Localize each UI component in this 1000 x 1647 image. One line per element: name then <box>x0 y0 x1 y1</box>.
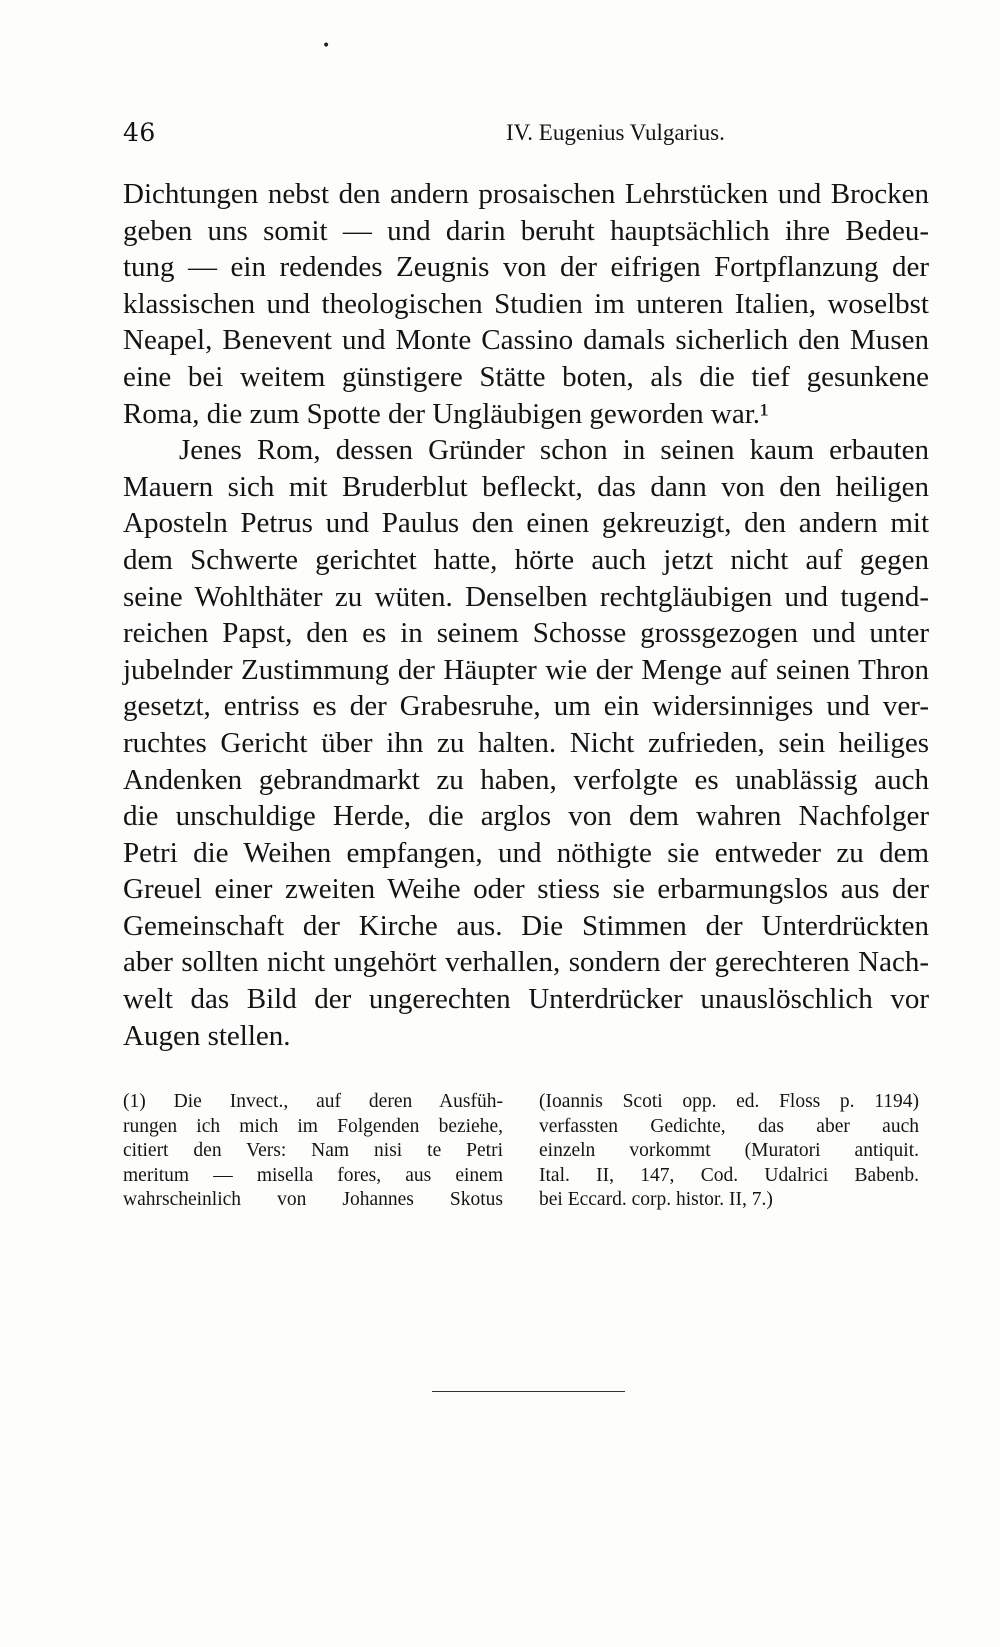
text-line: Gemeinschaft der Kirche aus. Die Stimmen der Unterdrückten <box>123 909 929 942</box>
footnote-line: Ital. II, 147, Cod. Udalrici Babenb. <box>539 1164 919 1186</box>
text-line: Petri die Weihen empfangen, und nöthigte sie entweder zu dem <box>123 836 929 869</box>
footnote-line: (Ioannis Scoti opp. ed. Floss p. 1194) <box>539 1091 919 1112</box>
body-text <box>123 176 929 1054</box>
text-line: Dichtungen nebst den andern prosaischen Lehrstücken und Brocken <box>123 178 929 210</box>
text-line: klassischen und theologischen Studien im unteren Italien, woselbst <box>123 287 929 320</box>
section-rule <box>432 1391 625 1392</box>
print-mark: • <box>322 38 331 54</box>
text-line: gesetzt, entriss es der Grabesruhe, um ein widersinniges und ver- <box>123 690 929 723</box>
footnote-line: bei Eccard. corp. histor. II, 7.) <box>539 1189 773 1210</box>
text-line: ruchtes Gericht über ihn zu halten. Nicht zufrieden, sein heiliges <box>123 726 929 759</box>
text-line: tung — ein redendes Zeugnis von der eifrigen Fortpflanzung der <box>123 251 929 284</box>
text-line: reichen Papst, den es in seinem Schosse grossgezogen und unter <box>123 617 929 650</box>
footnote-line: einzeln vorkommt (Muratori antiquit. <box>539 1140 919 1161</box>
footnote-line: citiert den Vers: Nam nisi te Petri <box>123 1140 503 1161</box>
text-line: Mauern sich mit Bruderblut befleckt, das dann von den heiligen <box>123 470 929 503</box>
footnote-line: meritum — misella fores, aus einem <box>123 1164 503 1186</box>
footnote-line: (1) Die Invect., auf deren Ausfüh- <box>123 1091 503 1112</box>
text-line: die unschuldige Herde, die arglos von dem wahren Nachfolger <box>123 800 929 833</box>
text-line: aber sollten nicht ungehört verhallen, sondern der gerechteren Nach- <box>123 946 929 979</box>
text-line: welt das Bild der ungerechten Unterdrücker unauslöschlich vor <box>123 983 929 1016</box>
page-number: 46 <box>123 118 156 147</box>
text-line: Greuel einer zweiten Weihe oder stiess sie erbarmungslos aus der <box>123 873 929 906</box>
text-line: dem Schwerte gerichtet hatte, hörte auch jetzt nicht auf gegen <box>123 543 929 576</box>
footnote-line: verfassten Gedichte, das aber auch <box>539 1115 919 1137</box>
text-line: Neapel, Benevent und Monte Cassino damals sicherlich den Musen <box>123 324 929 357</box>
text-line: Aposteln Petrus und Paulus den einen gekreuzigt, den andern mit <box>123 507 929 540</box>
running-head: IV. Eugenius Vulgarius. <box>506 120 725 145</box>
text-line: Roma, die zum Spotte der Ungläubigen geworden war.¹ <box>123 397 769 430</box>
text-line: seine Wohlthäter zu wüten. Denselben rechtgläubigen und tugend- <box>123 580 929 613</box>
footnote-column-left <box>123 1090 503 1213</box>
page-header <box>123 118 929 152</box>
text-line: jubelnder Zustimmung der Häupter wie der Menge auf seinen Thron <box>123 653 929 686</box>
footnote-line: wahrscheinlich von Johannes Skotus <box>123 1189 503 1210</box>
text-line: Augen stellen. <box>123 1019 291 1052</box>
text-line: eine bei weitem günstigere Stätte boten, als die tief gesunkene <box>123 360 929 393</box>
text-line-paragraph-start: Jenes Rom, dessen Gründer schon in seinen kaum erbauten <box>179 434 929 467</box>
footnote-column-right <box>539 1090 919 1213</box>
text-line: geben uns somit — und darin beruht hauptsächlich ihre Bedeu- <box>123 214 929 247</box>
footnote-line: rungen ich mich im Folgenden beziehe, <box>123 1115 503 1137</box>
text-line: Andenken gebrandmarkt zu haben, verfolgte es unablässig auch <box>123 763 929 796</box>
